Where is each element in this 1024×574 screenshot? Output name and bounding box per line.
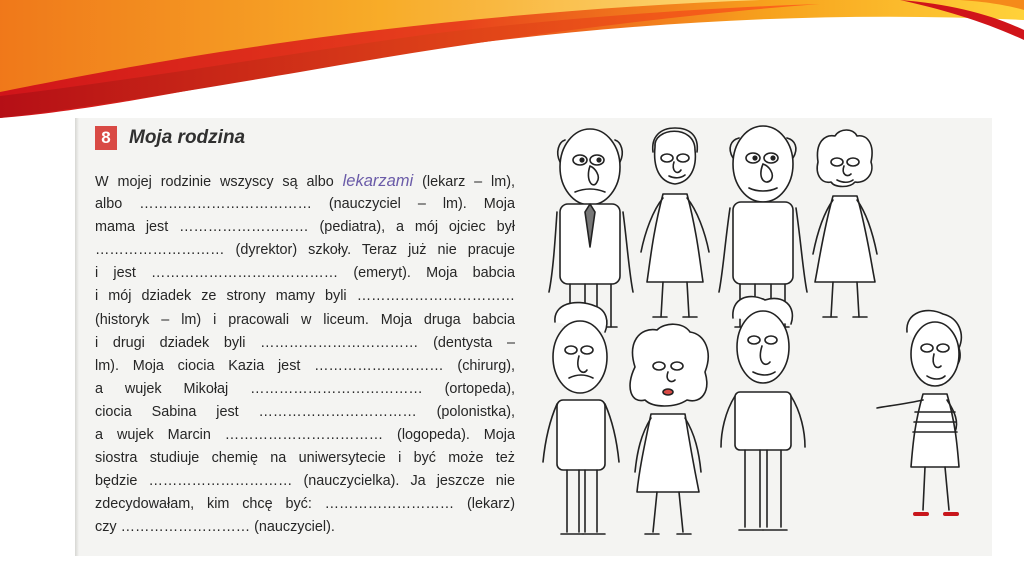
text-line: mama jest ……………………… (pediatra), a mój ojciec był <box>95 219 515 236</box>
text-line: a wujek Marcin …………………………… (logopeda). Moja <box>95 427 515 444</box>
text-line: albo ……………………………… (nauczyciel – lm). Moja <box>95 196 515 213</box>
text-line: będzie ………………………… (nauczycielka). Ja jeszcze nie <box>95 473 515 490</box>
family-illustration <box>535 122 990 552</box>
text-line: lm). Moja ciocia Kazia jest ……………………… (chirurg), <box>95 357 515 374</box>
brother-figure <box>721 297 805 530</box>
aunt-figure <box>630 324 708 534</box>
narrator-girl-figure <box>877 311 961 514</box>
text-line: ……………………… (dyrektor) szkoły. Teraz już nie pracuje <box>95 242 515 259</box>
grandfather-figure <box>719 126 807 327</box>
text-line: (historyk – lm) i pracowali w liceum. Moja druga babcia <box>95 311 515 328</box>
text-line: a wujek Mikołaj ……………………………… (ortopeda), <box>95 380 515 397</box>
uncle-figure <box>543 303 619 534</box>
text-fragment: (lekarz – lm), <box>413 174 515 190</box>
text-line: i mój dziadek ze strony mamy byli …………………………… <box>95 288 515 305</box>
exercise-title: Moja rodzina <box>129 127 246 148</box>
text-line: siostra studiuje chemię na uniwersytecie i być może też <box>95 450 515 467</box>
header-swoosh-decoration <box>0 0 1024 120</box>
grandmother-figure <box>641 128 709 317</box>
text-line <box>95 170 515 193</box>
text-line: czy ……………………… (nauczyciel). <box>95 519 335 536</box>
text-line: zdecydowałam, kim chcę być: ……………………… (lekarz) <box>95 496 515 513</box>
text-line: i drugi dziadek byli …………………………… (dentysta – <box>95 334 515 351</box>
text-line: ciocia Sabina jest …………………………… (polonistka), <box>95 403 515 420</box>
exercise-number-badge: 8 <box>95 126 117 150</box>
scan-edge-shadow <box>75 118 79 556</box>
grandfather-figure <box>549 129 633 327</box>
text-line: i jest ………………………………… (emeryt). Moja babcia <box>95 265 515 282</box>
grandmother-figure <box>813 130 877 317</box>
example-answer: lekarzami <box>342 172 414 190</box>
exercise-text <box>95 170 515 540</box>
text-fragment: W mojej rodzinie wszyscy są albo <box>95 174 343 190</box>
